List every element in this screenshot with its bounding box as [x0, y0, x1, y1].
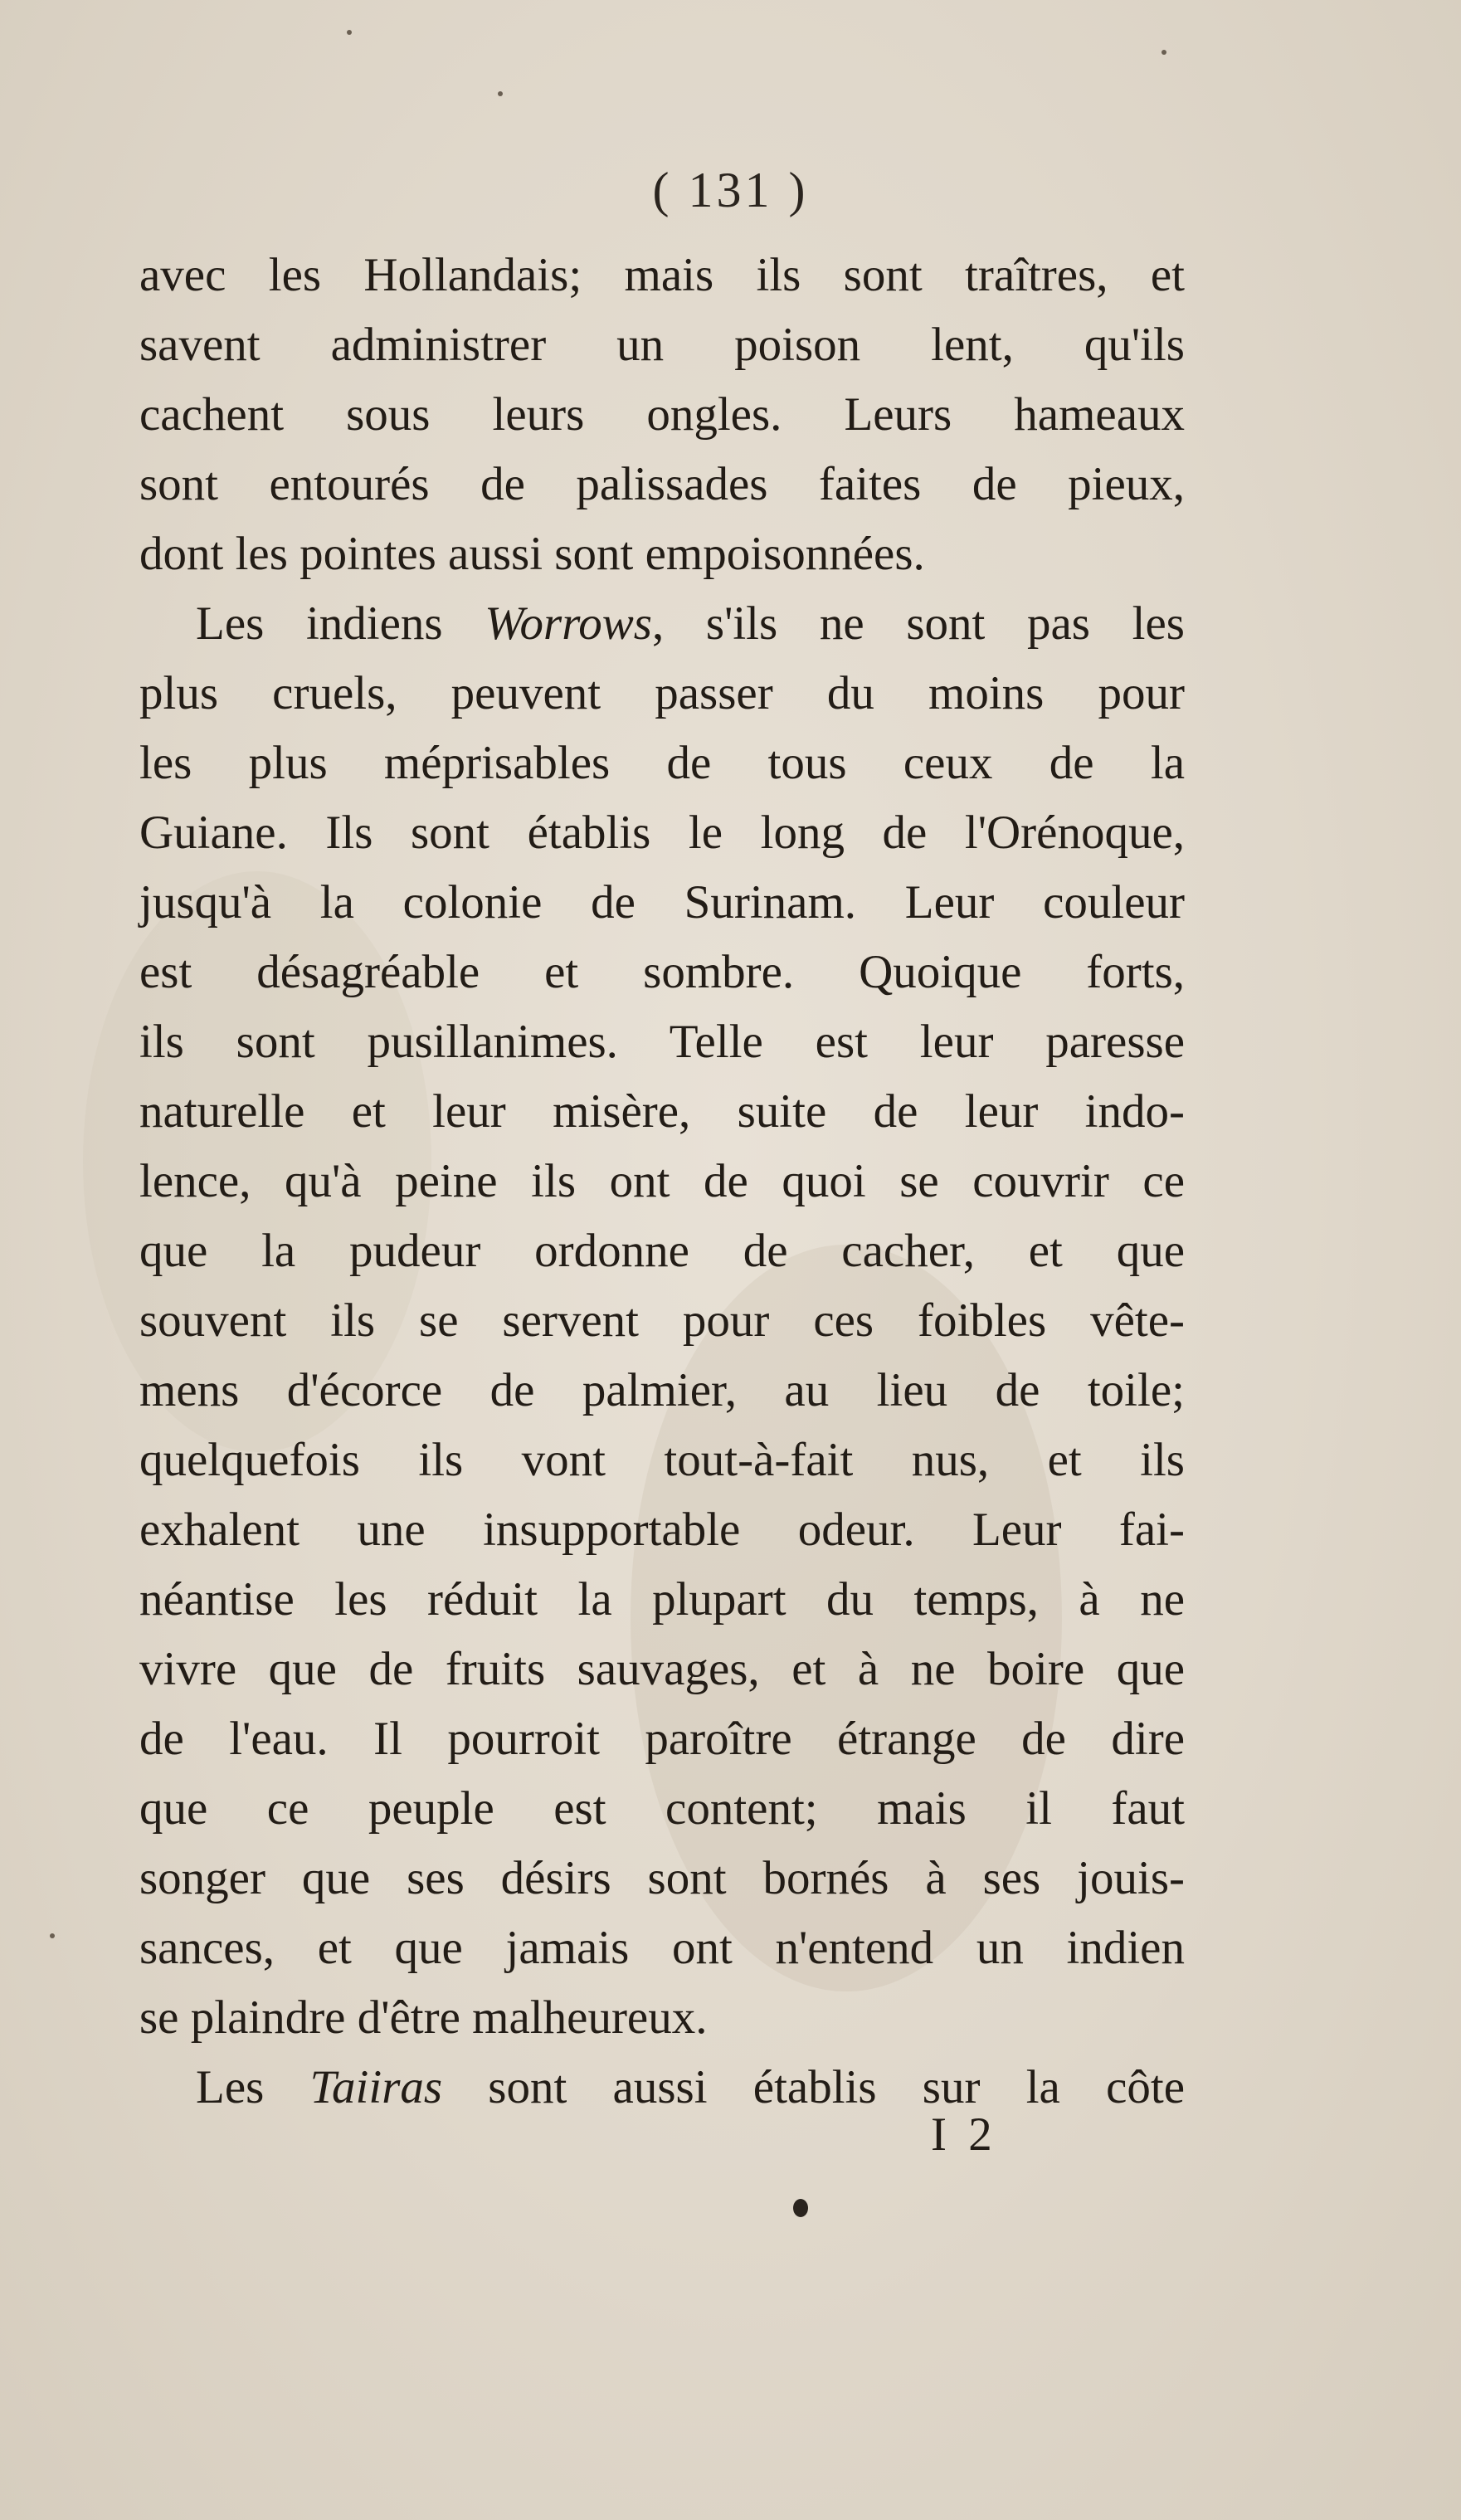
signature-mark: I 2	[931, 2108, 997, 2161]
text-line: quelquefois ils vont tout-à-fait nus, et ils	[139, 1434, 1185, 1486]
text-line: les plus méprisables de tous ceux de la	[139, 737, 1185, 789]
text-segment: , s'ils ne sont pas les	[651, 597, 1185, 650]
ink-speck	[347, 30, 352, 35]
text-line: est désagréable et sombre. Quoique forts,	[139, 946, 1185, 998]
text-line: se plaindre d'être malheureux.	[139, 1991, 708, 2044]
text-line: de l'eau. Il pourroit paroître étrange de dire	[139, 1713, 1185, 1765]
text-line: lence, qu'à peine ils ont de quoi se couvrir ce	[139, 1155, 1185, 1207]
text-line: ils sont pusillanimes. Telle est leur paresse	[139, 1016, 1185, 1068]
text-segment: sont aussi établis sur la côte	[442, 2061, 1185, 2113]
text-line: néantise les réduit la plupart du temps, à ne	[139, 1573, 1185, 1626]
page-number: ( 131 )	[652, 163, 809, 217]
text-line: vivre que de fruits sauvages, et à ne boire que	[139, 1643, 1185, 1695]
italic-name: Worrows	[485, 597, 652, 650]
text-line: sances, et que jamais ont n'entend un indien	[139, 1922, 1185, 1974]
text-line: souvent ils se servent pour ces foibles vête-	[139, 1294, 1185, 1347]
ink-speck	[50, 1933, 55, 1938]
text-line: Guiane. Ils sont établis le long de l'Orénoque,	[139, 807, 1185, 859]
text-line: cachent sous leurs ongles. Leurs hameaux	[139, 388, 1185, 441]
ink-speck	[498, 91, 503, 96]
text-line	[139, 2053, 1185, 2123]
text-line	[139, 589, 1185, 659]
text-line: exhalent une insupportable odeur. Leur fai-	[139, 1504, 1185, 1556]
text-line: plus cruels, peuvent passer du moins pour	[139, 667, 1185, 719]
text-line: jusqu'à la colonie de Surinam. Leur couleur	[139, 876, 1185, 929]
italic-name: Taiiras	[309, 2061, 443, 2113]
body-text	[139, 241, 1185, 2123]
text-line: que la pudeur ordonne de cacher, et que	[139, 1225, 1185, 1277]
text-line: savent administrer un poison lent, qu'ils	[139, 319, 1185, 371]
text-line: naturelle et leur misère, suite de leur indo-	[139, 1085, 1185, 1138]
ink-speck	[1161, 50, 1166, 55]
text-line: avec les Hollandais; mais ils sont traîtres, et	[139, 249, 1185, 301]
text-line: dont les pointes aussi sont empoisonnées.	[139, 528, 925, 580]
text-line: mens d'écorce de palmier, au lieu de toile;	[139, 1364, 1185, 1416]
text-line: songer que ses désirs sont bornés à ses jouis-	[139, 1852, 1185, 1904]
text-line: sont entourés de palissades faites de pieux,	[139, 458, 1185, 510]
text-segment: Les indiens	[196, 597, 485, 650]
text-segment: Les	[196, 2061, 310, 2113]
text-line: que ce peuple est content; mais il faut	[139, 1782, 1185, 1835]
ink-blot	[793, 2199, 808, 2217]
